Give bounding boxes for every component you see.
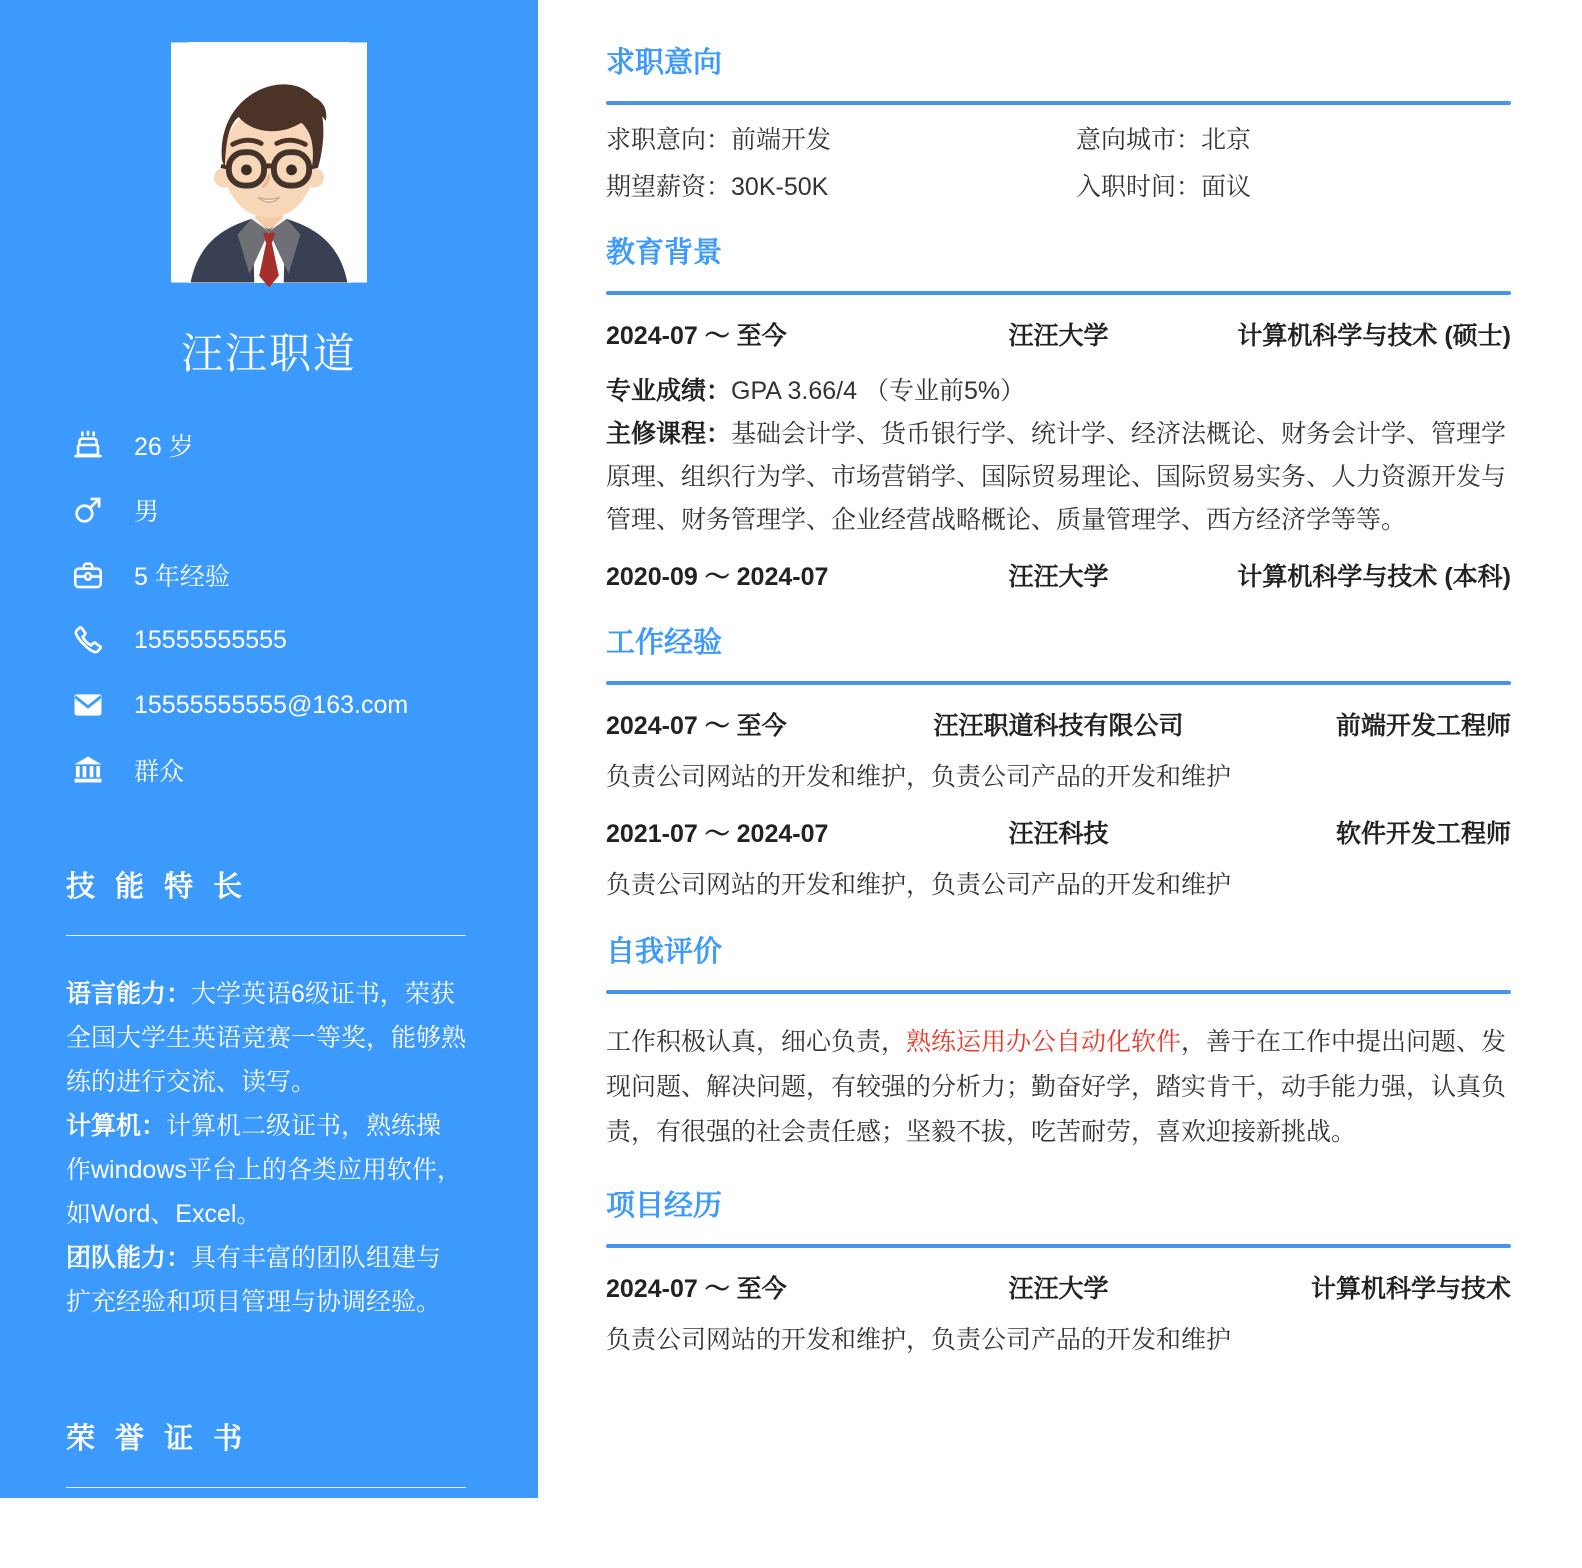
honor-item: [66, 1524, 466, 1568]
honors-title: 荣 誉 证 书: [66, 1423, 249, 1455]
skill-label: 计算机：: [66, 1112, 167, 1140]
avatar-illustration: [171, 42, 367, 283]
candidate-name: 汪汪职道: [180, 330, 357, 377]
entry-period: 2024-07 ～ 至今: [606, 712, 787, 740]
info-item-email: [70, 687, 538, 723]
section-divider: [606, 291, 1511, 295]
honor-label: 英语四级: [66, 1532, 167, 1560]
sidebar: [0, 0, 538, 1560]
phone-icon: [70, 622, 106, 658]
divider: [66, 935, 466, 936]
field-start-date: 入职时间：面议: [1076, 173, 1252, 201]
skill-item: [66, 1236, 466, 1324]
sidebar-section-honors: [66, 1416, 466, 1568]
entry-period: 2024-07 ～ 至今: [606, 322, 787, 350]
section-title: 自我评价: [606, 936, 723, 968]
field-city: 意向城市：北京: [1076, 126, 1252, 154]
entry-role: 软件开发工程师: [1336, 820, 1512, 848]
skill-text: 计算机二级证书，熟练操作windows平台上的各类应用软件，如Word、Excel。: [66, 1112, 462, 1228]
skill-label: 语言能力：: [66, 980, 192, 1008]
info-item-political-status: [70, 752, 538, 788]
section-projects: [606, 1189, 1511, 1356]
male-icon: [70, 492, 106, 528]
section-self-evaluation: [606, 935, 1511, 1155]
briefcase-icon: [70, 557, 106, 593]
entry-period: 2021-07 ～ 2024-07: [606, 820, 829, 848]
skills-title: 技 能 特 长: [66, 871, 249, 903]
education-detail: 专业成绩：GPA 3.66/4 （专业前5%）: [606, 377, 1026, 405]
entry-role: 前端开发工程师: [1336, 712, 1512, 740]
entry-role: 计算机科学与技术: [1311, 1275, 1512, 1303]
entry-org: 汪汪大学: [1008, 1275, 1109, 1303]
education-entry: [606, 562, 1511, 592]
honor-text: ，听说读写能力良好，能: [166, 1532, 442, 1560]
info-item-gender: [70, 492, 538, 528]
entry-degree: 计算机科学与技术 (硕士): [1237, 322, 1512, 350]
info-text: 26 岁: [134, 433, 194, 461]
entry-degree: 计算机科学与技术 (本科): [1237, 563, 1512, 591]
info-text: 15555555555@163.com: [134, 690, 409, 719]
project-entry: [606, 1274, 1511, 1304]
envelope-icon: [70, 687, 106, 723]
skill-label: 团队能力：: [66, 1244, 192, 1272]
work-entry: [606, 819, 1511, 849]
section-divider: [606, 1244, 1511, 1248]
entry-company: 汪汪科技: [1008, 820, 1109, 848]
info-list: [70, 427, 538, 788]
education-detail: 主修课程：基础会计学、货币银行学、统计学、经济法概论、财务会计学、管理学原理、组织行为学、市场营销学、国际贸易理论、国际贸易实务、人力资源开发与管理、财务管理学、企业经营战略概论、质量管理学、西方经济学等等。: [606, 420, 1507, 534]
field-position: 求职意向：前端开发: [606, 126, 832, 154]
section-title: 工作经验: [606, 627, 723, 659]
field-salary: 期望薪资：30K-50K: [606, 173, 829, 201]
self-evaluation-text: 工作积极认真，细心负责，熟练运用办公自动化软件，善于在工作中提出问题、发现问题、解决问题，有较强的分析力；勤奋好学，踏实肯干，动手能力强，认真负责，有很强的社会责任感；坚毅不拔，吃苦耐劳，喜欢迎接新挑战。: [606, 1028, 1507, 1146]
info-text: 15555555555: [134, 625, 287, 654]
education-entry: [606, 321, 1511, 351]
skill-text: 具有丰富的团队组建与扩充经验和项目管理与协调经验。: [66, 1244, 442, 1316]
section-divider: [606, 681, 1511, 685]
work-description: 负责公司网站的开发和维护，负责公司产品的开发和维护: [606, 763, 1232, 791]
divider: [66, 1487, 466, 1488]
section-divider: [606, 101, 1511, 105]
bank-icon: [70, 752, 106, 788]
section-divider: [606, 990, 1511, 994]
entry-company: 汪汪职道科技有限公司: [933, 712, 1184, 740]
sidebar-section-skills: [66, 864, 466, 1324]
work-description: 负责公司网站的开发和维护，负责公司产品的开发和维护: [606, 871, 1232, 899]
section-title: 求职意向: [606, 47, 723, 79]
entry-period: 2020-09 ～ 2024-07: [606, 563, 829, 591]
skill-item: [66, 972, 466, 1104]
work-entry: [606, 711, 1511, 741]
project-description: 负责公司网站的开发和维护，负责公司产品的开发和维护: [606, 1326, 1232, 1354]
resume-main: [606, 0, 1511, 1356]
entry-school: 汪汪大学: [1008, 563, 1109, 591]
section-title: 项目经历: [606, 1190, 723, 1222]
info-text: 5 年经验: [134, 563, 230, 591]
highlighted-text: 熟练运用办公自动化软件: [906, 1028, 1182, 1056]
entry-period: 2024-07 ～ 至今: [606, 1275, 787, 1303]
info-item-age: [70, 427, 538, 463]
job-intention-fields: [606, 125, 1511, 202]
info-item-experience: [70, 557, 538, 593]
entry-school: 汪汪大学: [1008, 322, 1109, 350]
info-item-phone: [70, 622, 538, 658]
skill-item: [66, 1104, 466, 1236]
avatar: [171, 42, 367, 283]
cake-icon: [70, 427, 106, 463]
section-education: [606, 236, 1511, 592]
section-work-experience: [606, 626, 1511, 901]
info-text: 男: [134, 498, 160, 526]
skill-text: 大学英语6级证书，荣获全国大学生英语竞赛一等奖，能够熟练的进行交流、读写。: [66, 980, 467, 1096]
info-text: 群众: [134, 758, 185, 786]
section-title: 教育背景: [606, 237, 723, 269]
section-job-intention: [606, 0, 1511, 202]
